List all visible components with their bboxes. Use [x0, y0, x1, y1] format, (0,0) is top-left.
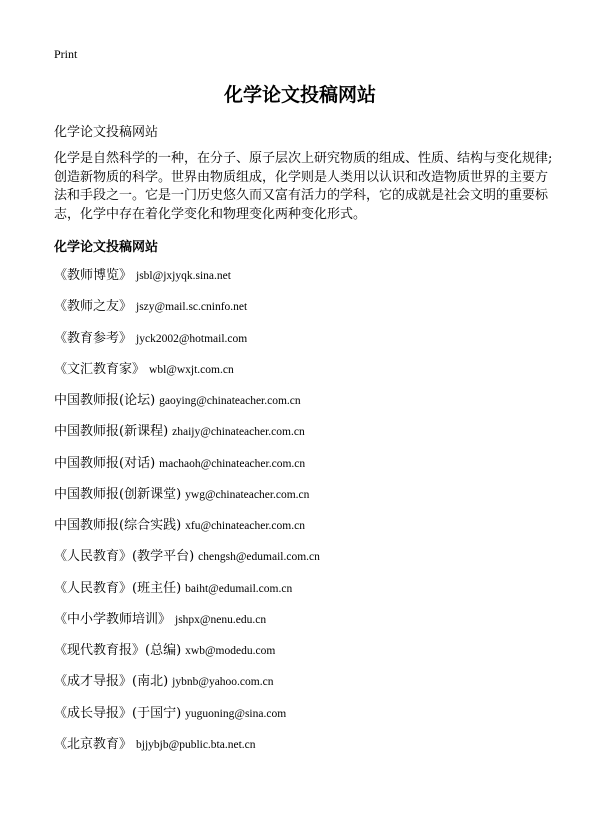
- journal-name: 中国教师报(新课程): [54, 424, 169, 440]
- page-title: 化学论文投稿网站: [223, 84, 376, 106]
- list-item: [54, 452, 320, 483]
- section-heading: 化学论文投稿网站: [54, 240, 159, 255]
- email-address: gaoying@chinateacher.com.cn: [159, 395, 301, 407]
- list-item: [54, 733, 320, 764]
- email-address: bjjybjb@public.bta.net.cn: [136, 738, 256, 751]
- journal-name: 中国教师报(创新课堂): [54, 486, 182, 502]
- list-item: [54, 358, 320, 389]
- journal-name: 《教师之友》: [54, 299, 133, 315]
- email-address: chengsh@edumail.com.cn: [198, 551, 320, 564]
- email-address: jshpx@nenu.edu.cn: [175, 613, 267, 626]
- email-address: wbl@wxjt.com.cn: [149, 363, 234, 376]
- journal-name: 《人民教育》(教学平台): [54, 549, 195, 565]
- list-item: [54, 639, 320, 670]
- list-item: [54, 702, 320, 733]
- email-address: baiht@edumail.com.cn: [185, 582, 293, 595]
- journal-name: 《教师博览》: [54, 268, 133, 283]
- journal-name: 中国教师报(论坛): [54, 393, 156, 408]
- list-item: [54, 327, 320, 358]
- email-address: machaoh@chinateacher.com.cn: [159, 457, 306, 470]
- list-item: [54, 670, 320, 701]
- list-item: [54, 514, 320, 545]
- journal-name: 《文汇教育家》: [54, 361, 146, 377]
- email-address: zhaijy@chinateacher.com.cn: [172, 426, 305, 439]
- contact-list: [54, 264, 320, 764]
- journal-name: 《现代教育报》(总编): [54, 643, 182, 658]
- journal-name: 《教育参考》: [54, 330, 133, 346]
- list-item: [54, 608, 320, 639]
- list-item: [54, 483, 320, 514]
- email-address: ywg@chinateacher.com.cn: [185, 488, 310, 501]
- journal-name: 中国教师报(对话): [54, 455, 156, 471]
- email-address: xwb@modedu.com: [185, 645, 276, 657]
- email-address: yuguoning@sina.com: [185, 707, 287, 720]
- journal-name: 《北京教育》: [54, 736, 133, 752]
- intro-paragraph: 化学是自然科学的一种，在分子、原子层次上研究物质的组成、性质、结构与变化规律;创造新物质的科学。世界由物质组成，化学则是人类用以认识和改造物质世界的主要方法和手段之一。它是一门历史悠久而又富有活力的学科，它的成就是社会文明的重要标志，化学中存在着化学变化和物理变化两种变化形式。: [54, 151, 553, 222]
- journal-name: 《成才导报》(南北): [54, 674, 169, 690]
- email-address: jyck2002@hotmail.com: [136, 332, 248, 345]
- print-link[interactable]: Print: [54, 47, 78, 61]
- list-item: [54, 577, 320, 608]
- journal-name: 《成长导报》(于国宁): [54, 705, 182, 721]
- email-address: jsbl@jxjyqk.sina.net: [136, 270, 231, 282]
- email-address: xfu@chinateacher.com.cn: [185, 520, 305, 532]
- list-item: [54, 545, 320, 576]
- list-item: [54, 264, 320, 295]
- email-address: jybnb@yahoo.com.cn: [172, 676, 274, 689]
- journal-name: 《人民教育》(班主任): [54, 580, 182, 596]
- list-item: [54, 295, 320, 326]
- list-item: [54, 389, 320, 420]
- email-address: jszy@mail.sc.cninfo.net: [136, 301, 248, 314]
- journal-name: 中国教师报(综合实践): [54, 518, 182, 533]
- list-item: [54, 420, 320, 451]
- subtitle: 化学论文投稿网站: [54, 125, 159, 140]
- journal-name: 《中小学教师培训》: [54, 611, 172, 627]
